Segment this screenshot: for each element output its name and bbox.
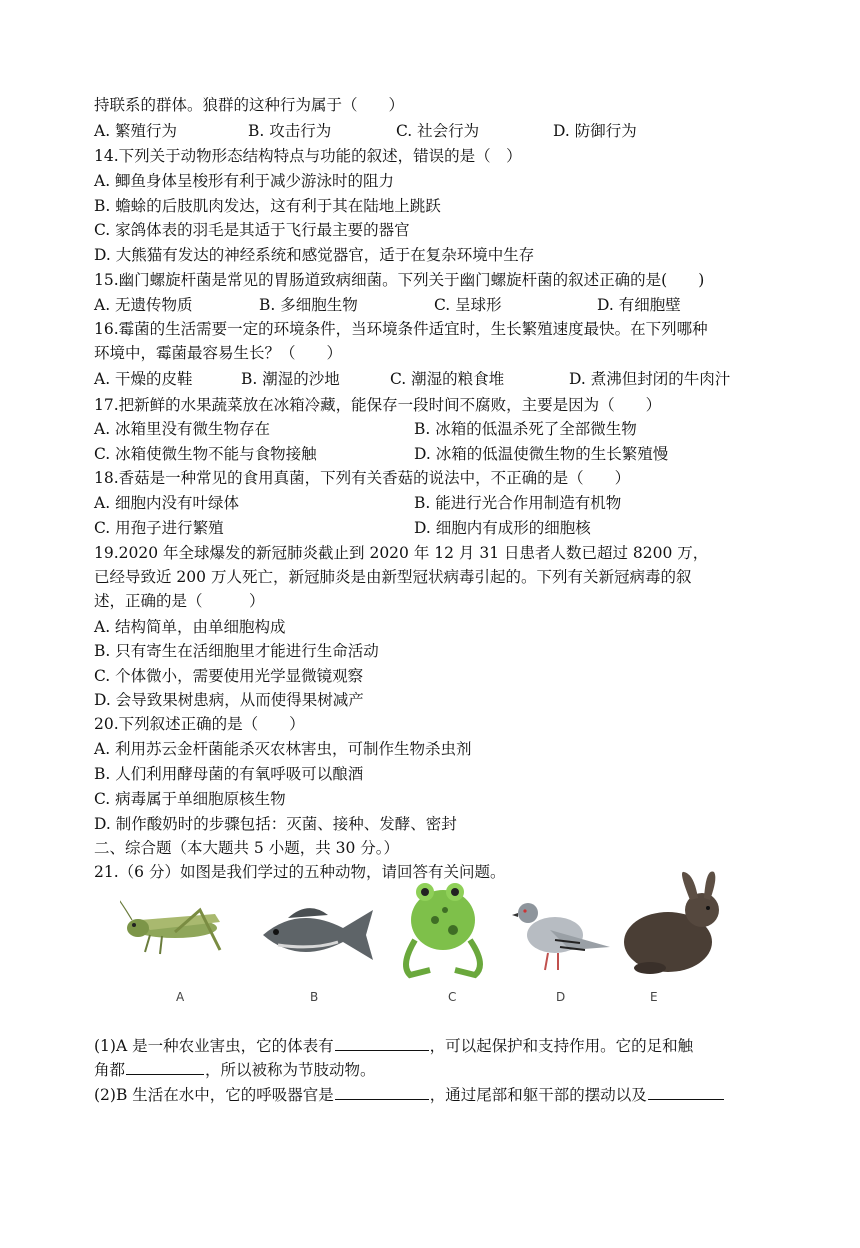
question-19-line-1: 19.2020 年全球爆发的新冠肺炎截止到 2020 年 12 月 31 日患者人数已超过 8200 万， [94,544,709,562]
question-20-option-a: A. 利用苏云金杆菌能杀灭农林害虫，可制作生物杀虫剂 [94,740,472,758]
pigeon-illustration [510,895,615,980]
question-20-option-c: C. 病毒属于单细胞原核生物 [94,790,286,808]
text: ，所以被称为节肢动物。 [205,1061,376,1079]
question-19-option-b: B. 只有寄生在活细胞里才能进行生命活动 [94,642,379,660]
question-20-option-d: D. 制作酸奶时的步骤包括：灭菌、接种、发酵、密封 [94,815,457,833]
text: (1)A 是一种农业害虫，它的体表有 [94,1037,334,1055]
option-d: D. 冰箱的低温使微生物的生长繁殖慢 [414,445,669,463]
option-c: C. 呈球形 [434,296,502,314]
fish-illustration [258,900,378,970]
question-14-option-b: B. 蟾蜍的后肢肌肉发达，这有利于其在陆地上跳跃 [94,197,441,215]
figure-label-a: A [176,990,185,1004]
question-14-option-c: C. 家鸽体表的羽毛是其适于飞行最主要的器官 [94,221,410,239]
option-b: B. 能进行光合作用制造有机物 [414,494,622,512]
figure-label-d: D [556,990,566,1004]
question-21-part-2 [94,1083,725,1105]
option-a: A. 繁殖行为 [94,122,178,140]
option-a: A. 干燥的皮鞋 [94,370,193,388]
question-14: 14.下列关于动物形态结构特点与功能的叙述，错误的是（ ） [94,147,522,165]
question-18: 18.香菇是一种常见的食用真菌，下列有关香菇的说法中，不正确的是（ ） [94,469,631,487]
option-a: A. 细胞内没有叶绿体 [94,494,240,512]
option-c: C. 冰箱使微生物不能与食物接触 [94,445,317,463]
animal-figure [120,870,740,1015]
option-b: B. 攻击行为 [248,122,332,140]
answer-blank[interactable] [335,1034,429,1051]
option-c: C. 用孢子进行繁殖 [94,519,224,537]
question-17: 17.把新鲜的水果蔬菜放在冰箱冷藏，能保存一段时间不腐败，主要是因为（ ） [94,396,662,414]
option-b: B. 潮湿的沙地 [241,370,340,388]
figure-label-e: E [650,990,658,1004]
question-13-continuation: 持联系的群体。狼群的这种行为属于（ ） [94,96,405,114]
question-20: 20.下列叙述正确的是（ ） [94,715,305,733]
option-d: D. 煮沸但封闭的牛肉汁 [569,370,731,388]
option-d: D. 有细胞壁 [597,296,681,314]
answer-blank[interactable] [335,1083,429,1100]
figure-label-b: B [310,990,319,1004]
answer-blank[interactable] [648,1083,724,1100]
text: ，可以起保护和支持作用。它的足和触 [429,1037,694,1055]
question-19-option-a: A. 结构简单，由单细胞构成 [94,618,286,636]
question-21-part-1-line-2 [94,1058,376,1080]
option-c: C. 社会行为 [396,122,480,140]
option-c: C. 潮湿的粮食堆 [390,370,505,388]
question-19-line-3: 述，正确的是（ ） [94,592,265,610]
question-21-part-1-line-1 [94,1034,693,1056]
text: 角都 [94,1061,126,1079]
section-2-heading: 二、综合题（本大题共 5 小题，共 30 分。） [94,839,400,857]
option-b: B. 多细胞生物 [259,296,358,314]
question-16-line-2: 环境中，霉菌最容易生长？（ ） [94,344,343,362]
grasshopper-illustration [120,890,240,970]
option-d: D. 防御行为 [553,122,637,140]
question-19-option-c: C. 个体微小，需要使用光学显微镜观察 [94,667,364,685]
question-19-option-d: D. 会导致果树患病，从而使得果树减产 [94,691,364,709]
option-a: A. 无遗传物质 [94,296,193,314]
option-a: A. 冰箱里没有微生物存在 [94,420,271,438]
question-19-line-2: 已经导致近 200 万人死亡，新冠肺炎是由新型冠状病毒引起的。下列有关新冠病毒的叙 [94,568,692,586]
answer-blank[interactable] [126,1058,204,1075]
frog-illustration [395,870,490,980]
option-d: D. 细胞内有成形的细胞核 [414,519,591,537]
text: (2)B 生活在水中，它的呼吸器官是 [94,1086,334,1104]
question-14-option-a: A. 鲫鱼身体呈梭形有利于减少游泳时的阻力 [94,172,395,190]
question-20-option-b: B. 人们利用酵母菌的有氧呼吸可以酿酒 [94,765,364,783]
question-14-option-d: D. 大熊猫有发达的神经系统和感觉器官，适于在复杂环境中生存 [94,246,535,264]
question-16-line-1: 16.霉菌的生活需要一定的环境条件，当环境条件适宜时，生长繁殖速度最快。在下列哪种 [94,320,708,338]
option-b: B. 冰箱的低温杀死了全部微生物 [414,420,637,438]
figure-label-c: C [448,990,457,1004]
rabbit-illustration [620,870,730,980]
question-21: 21.（6 分）如图是我们学过的五种动物，请回答有关问题。 [94,863,506,881]
question-15: 15.幽门螺旋杆菌是常见的胃肠道致病细菌。下列关于幽门螺旋杆菌的叙述正确的是( ) [94,271,705,289]
text: ，通过尾部和躯干部的摆动以及 [429,1086,647,1104]
